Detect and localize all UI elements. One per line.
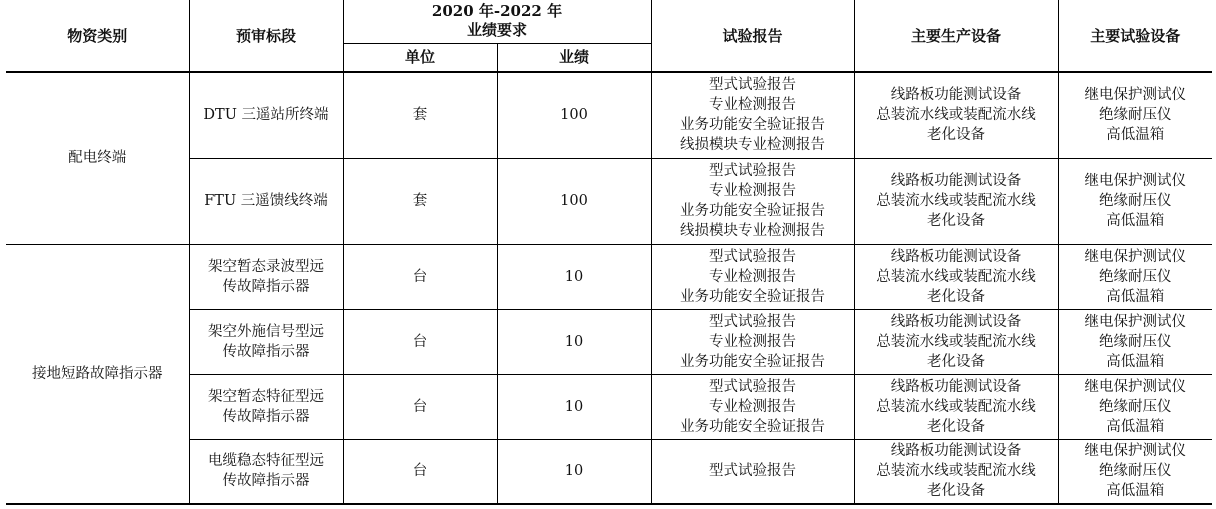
test-report-cell — [651, 158, 854, 244]
section-cell — [189, 439, 343, 504]
test-equipment-cell-line: 绝缘耐压仪 — [1099, 193, 1172, 209]
test-equipment-cell — [1058, 374, 1212, 439]
production-equipment-cell-line: 总装流水线或装配流水线 — [876, 107, 1036, 124]
test-report-cell-line: 型式试验报告 — [709, 463, 796, 480]
test-equipment-cell — [1058, 309, 1212, 374]
table-row — [6, 72, 1212, 158]
header-test-report: 试验报告 — [651, 0, 854, 72]
unit-cell — [343, 158, 497, 244]
unit-cell-line: 台 — [412, 463, 428, 480]
test-equipment-cell-line: 继电保护测试仪 — [1084, 173, 1186, 189]
test-report-cell-line: 业务功能安全验证报告 — [680, 418, 825, 435]
test-report-cell — [651, 72, 854, 158]
test-report-cell — [651, 374, 854, 439]
performance-cell-line: 10 — [564, 463, 584, 480]
section-cell-line: FTU 三遥馈线终端 — [204, 193, 328, 209]
unit-cell — [343, 244, 497, 309]
test-equipment-cell-line: 继电保护测试仪 — [1084, 313, 1186, 330]
production-equipment-cell-line: 老化设备 — [927, 353, 985, 370]
performance-cell — [497, 309, 651, 374]
test-report-cell-line: 专业检测报告 — [709, 333, 796, 350]
test-equipment-cell-line: 继电保护测试仪 — [1084, 248, 1186, 265]
section-cell-line: 传故障指示器 — [222, 408, 310, 425]
production-equipment-cell-line: 总装流水线或装配流水线 — [876, 333, 1036, 350]
header-performance-value: 业绩 — [497, 43, 651, 72]
performance-cell-line: 10 — [564, 398, 584, 415]
header-category: 物资类别 — [6, 0, 189, 72]
test-report-cell — [651, 244, 854, 309]
performance-cell — [497, 158, 651, 244]
section-cell — [189, 244, 343, 309]
test-equipment-cell-line: 高低温箱 — [1106, 418, 1165, 435]
header-test-equipment: 主要试验设备 — [1058, 0, 1212, 72]
section-cell-line: DTU 三遥站所终端 — [203, 107, 329, 124]
table-row — [6, 244, 1212, 309]
test-report-cell — [651, 309, 854, 374]
production-equipment-cell-line: 总装流水线或装配流水线 — [876, 463, 1036, 480]
unit-cell-line: 台 — [412, 398, 428, 415]
performance-cell-line: 100 — [560, 107, 588, 124]
test-equipment-cell-line: 继电保护测试仪 — [1084, 443, 1186, 460]
test-report-cell-line: 专业检测报告 — [709, 97, 796, 114]
header-section: 预审标段 — [189, 0, 343, 72]
section-cell-line: 传故障指示器 — [222, 278, 310, 295]
test-report-cell-line: 型式试验报告 — [709, 378, 796, 395]
production-equipment-cell-line: 总装流水线或装配流水线 — [876, 268, 1036, 285]
section-cell — [189, 374, 343, 439]
test-equipment-cell — [1058, 244, 1212, 309]
category-cell: 接地短路故障指示器 — [6, 244, 189, 504]
test-report-cell-line: 线损模块专业检测报告 — [680, 137, 825, 154]
test-report-cell-line: 专业检测报告 — [709, 398, 796, 415]
section-cell-line: 架空暂态录波型远 — [208, 258, 324, 275]
production-equipment-cell-line: 老化设备 — [927, 213, 985, 229]
test-equipment-cell-line: 绝缘耐压仪 — [1099, 333, 1172, 350]
test-equipment-cell-line: 绝缘耐压仪 — [1099, 107, 1172, 124]
test-report-cell-line: 业务功能安全验证报告 — [680, 117, 825, 134]
production-equipment-cell-line: 线路板功能测试设备 — [890, 443, 1022, 460]
test-report-cell-line: 线损模块专业检测报告 — [680, 223, 825, 239]
table-body — [6, 72, 1212, 504]
production-equipment-cell — [854, 439, 1058, 504]
unit-cell — [343, 374, 497, 439]
header-performance — [343, 0, 651, 43]
production-equipment-cell-line: 线路板功能测试设备 — [890, 87, 1022, 104]
production-equipment-cell — [854, 309, 1058, 374]
test-equipment-cell-line: 绝缘耐压仪 — [1099, 463, 1172, 480]
section-cell-line: 架空外施信号型远 — [208, 323, 324, 340]
section-cell-line: 传故障指示器 — [222, 343, 310, 360]
performance-cell — [497, 374, 651, 439]
production-equipment-cell-line: 老化设备 — [927, 288, 985, 305]
header-performance-line2: 业绩要求 — [466, 21, 527, 40]
test-report-cell-line: 型式试验报告 — [709, 77, 796, 94]
test-report-cell-line: 型式试验报告 — [709, 313, 796, 330]
unit-cell-line: 台 — [412, 268, 428, 285]
unit-cell — [343, 309, 497, 374]
category-cell: 配电终端 — [6, 72, 189, 244]
test-report-cell-line: 业务功能安全验证报告 — [680, 203, 825, 219]
test-report-cell-line: 型式试验报告 — [709, 248, 796, 265]
unit-cell-line: 台 — [412, 333, 428, 350]
performance-cell-line: 10 — [564, 268, 584, 285]
section-cell — [189, 158, 343, 244]
section-cell — [189, 72, 343, 158]
production-equipment-cell-line: 老化设备 — [927, 127, 985, 144]
header-unit: 单位 — [343, 43, 497, 72]
production-equipment-cell — [854, 72, 1058, 158]
section-cell — [189, 309, 343, 374]
production-equipment-cell-line: 老化设备 — [927, 483, 985, 500]
unit-cell-line: 套 — [412, 193, 428, 209]
test-equipment-cell-line: 绝缘耐压仪 — [1099, 398, 1172, 415]
test-equipment-cell-line: 高低温箱 — [1106, 127, 1165, 144]
header-production-equipment: 主要生产设备 — [854, 0, 1058, 72]
performance-cell-line: 100 — [560, 193, 588, 209]
production-equipment-cell — [854, 374, 1058, 439]
test-equipment-cell — [1058, 439, 1212, 504]
test-report-cell-line: 专业检测报告 — [709, 183, 796, 199]
production-equipment-cell-line: 总装流水线或装配流水线 — [876, 398, 1036, 415]
test-equipment-cell — [1058, 72, 1212, 158]
production-equipment-cell — [854, 158, 1058, 244]
production-equipment-cell-line: 线路板功能测试设备 — [890, 248, 1022, 265]
production-equipment-cell-line: 线路板功能测试设备 — [890, 378, 1022, 395]
performance-cell — [497, 244, 651, 309]
section-cell-line: 传故障指示器 — [222, 473, 310, 490]
test-equipment-cell-line: 继电保护测试仪 — [1084, 378, 1186, 395]
test-equipment-cell-line: 高低温箱 — [1106, 353, 1165, 370]
test-report-cell — [651, 439, 854, 504]
section-cell-line: 架空暂态特征型远 — [208, 388, 324, 405]
production-equipment-cell-line: 线路板功能测试设备 — [890, 313, 1022, 330]
performance-cell — [497, 439, 651, 504]
section-cell-line: 电缆稳态特征型远 — [208, 453, 324, 470]
test-equipment-cell — [1058, 158, 1212, 244]
test-report-cell-line: 业务功能安全验证报告 — [680, 288, 825, 305]
test-report-cell-line: 型式试验报告 — [709, 163, 796, 179]
production-equipment-cell-line: 老化设备 — [927, 418, 985, 435]
test-equipment-cell-line: 高低温箱 — [1106, 213, 1165, 229]
qualification-table — [6, 0, 1212, 505]
production-equipment-cell-line: 线路板功能测试设备 — [890, 173, 1022, 189]
performance-cell-line: 10 — [564, 333, 584, 350]
test-report-cell-line: 专业检测报告 — [709, 268, 796, 285]
test-equipment-cell-line: 高低温箱 — [1106, 288, 1165, 305]
header-performance-line1: 2020 年-2022 年 — [431, 2, 563, 21]
unit-cell-line: 套 — [412, 107, 428, 124]
test-equipment-cell-line: 绝缘耐压仪 — [1099, 268, 1172, 285]
test-equipment-cell-line: 高低温箱 — [1106, 483, 1165, 500]
unit-cell — [343, 439, 497, 504]
production-equipment-cell-line: 总装流水线或装配流水线 — [876, 193, 1036, 209]
unit-cell — [343, 72, 497, 158]
performance-cell — [497, 72, 651, 158]
production-equipment-cell — [854, 244, 1058, 309]
test-report-cell-line: 业务功能安全验证报告 — [680, 353, 825, 370]
test-equipment-cell-line: 继电保护测试仪 — [1084, 87, 1186, 104]
